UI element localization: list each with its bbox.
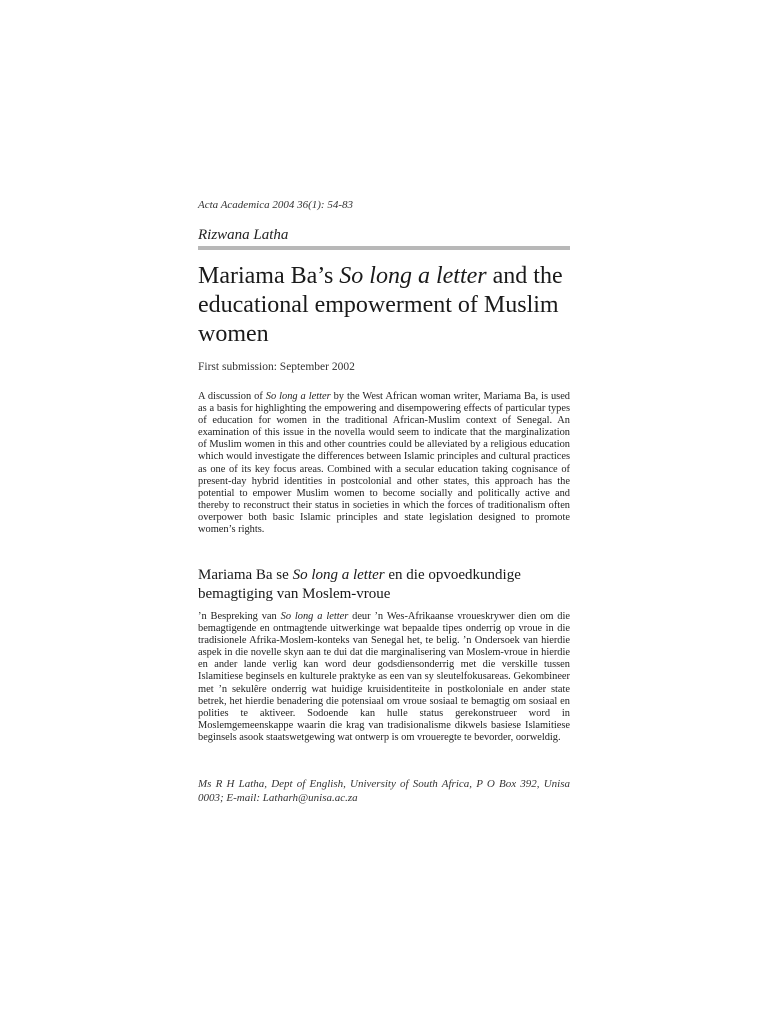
abstract-italic: So long a letter <box>265 391 331 402</box>
article-title <box>198 262 570 349</box>
author-affiliation: Ms R H Latha, Dept of English, University of South Africa, P O Box 392, Unisa 0003; E-mail: Latharh@unisa.ac.za <box>198 778 570 804</box>
title-part1: Mariama Ba’s <box>198 263 340 289</box>
afr-title-part2: en die opvoedkundige bemagtiging van Moslem-vroue <box>198 567 521 602</box>
afr-title-part1: Mariama Ba se <box>198 567 293 583</box>
afr-title-italic: So long a letter <box>292 567 385 583</box>
submission-date: First submission: September 2002 <box>198 361 355 373</box>
afrikaans-abstract <box>198 611 570 744</box>
title-italic: So long a letter <box>339 263 487 289</box>
afrikaans-title <box>198 566 570 604</box>
author-name: Rizwana Latha <box>198 227 289 243</box>
abstract-part1: A discussion of <box>198 391 266 402</box>
afr-abstract-part2: deur ’n Wes-Afrikaanse vroueskrywer dien om die bemagtigende en ontmagtende uitwerkinge wat bepaalde tipes onderrig op vroue in die tradisionele Afrika-Moslem-konteks van Senegal het, te belig. ’n Ondersoek van hierdie aspek in die novelle skyn aan te dui dat die marginalisering van Moslem-vroue in hierdie en ander lande verlig kan word deur godsdiensonderrig met die verskille tussen Islamitiese beginsels en kulturele praktyke as een van sy sleutelfokusareas. Gekombineer met ’n sekulêre onderrig wat huidige kruisidentiteite in postkoloniale en ander state betrek, het hierdie benadering die potensiaal om vroue sosiaal te bemagtig om sosiaal en polities te aktiveer. Sodoende kan hulle status gerekonstrueer word in Moslemgemeenskappe waarin die krag van tradisionalisme dikwels basiese Islamitiese beginsels asook staatswetgewing wat ontwerp is om vroueregte te bevorder, oorweldig. <box>198 611 570 743</box>
header-rule <box>198 246 570 250</box>
afr-abstract-part1: ’n Bespreking van <box>198 611 281 622</box>
journal-citation: Acta Academica 2004 36(1): 54-83 <box>198 199 353 211</box>
afr-abstract-italic: So long a letter <box>280 611 349 622</box>
english-abstract <box>198 391 570 536</box>
abstract-part2: by the West African woman writer, Mariama Ba, is used as a basis for highlighting the empowering and disempowering effects of particular types of education for women in the traditional African-Muslim context of Senegal. An examination of this issue in the novella would seem to indicate that the marginalization of Muslim women in this and other countries could be alleviated by a religious education which would investigate the differences between Islamic principles and cultural practices as one of its key focus areas. Combined with a secular education taking cognisance of present-day hybrid identities in postcolonial and other states, this approach has the potential to empower Muslim women to become socially and politically active and thereby to reconstruct their status in societies in which the forces of traditionalism often overpower both basic Islamic principles and state legislation designed to promote women’s rights. <box>198 391 570 536</box>
title-part2: and the educational empowerment of Muslim women <box>198 263 563 347</box>
